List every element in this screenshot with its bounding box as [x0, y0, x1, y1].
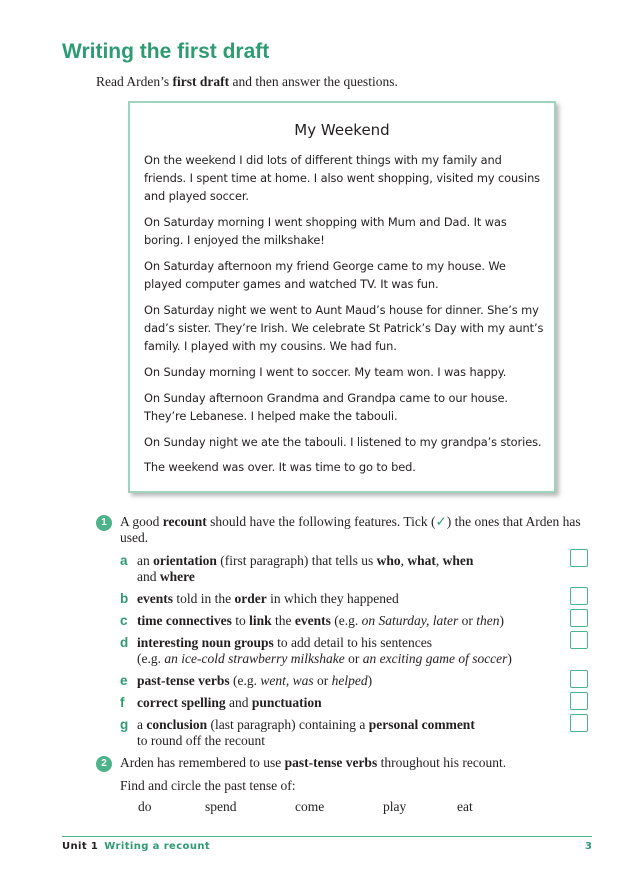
- item-letter: b: [120, 591, 129, 606]
- item-text: past-tense verbs (e.g. went, was or helped): [137, 673, 373, 688]
- verb-word: eat: [457, 799, 473, 814]
- intro-pre: Read Arden’s: [96, 74, 173, 89]
- item-letter: g: [120, 717, 129, 732]
- item-text: time connectives to link the events (e.g. on Saturday, later or then): [137, 613, 505, 628]
- intro-text: [96, 74, 398, 90]
- draft-paragraph: On Sunday morning I went to soccer. My team won. I was happy.: [144, 365, 507, 380]
- draft-paragraph: On Sunday afternoon Grandma and Grandpa came to our house. They’re Lebanese. I helped make the tabouli.: [144, 390, 508, 423]
- verb-word: spend: [205, 799, 237, 814]
- feature-item-d: [120, 635, 560, 667]
- tick-box-g[interactable]: [570, 714, 588, 732]
- item-text: events told in the order in which they happened: [137, 591, 399, 606]
- feature-item-b: [120, 591, 560, 607]
- draft-title: My Weekend: [294, 121, 390, 139]
- q1-bold: recount: [162, 514, 207, 529]
- q1-text-part: ) the ones that Arden has used.: [120, 514, 581, 545]
- verb-word: play: [383, 799, 407, 814]
- q2-text-part: throughout his recount.: [377, 755, 507, 770]
- tick-box-f[interactable]: [570, 692, 588, 710]
- page-title: Writing the first draft: [62, 40, 270, 63]
- item-letter: a: [120, 553, 128, 568]
- q2-text-part: Arden has remembered to use: [120, 755, 285, 770]
- footer-unit-label: Unit 1: [62, 841, 99, 852]
- tick-box-c[interactable]: [570, 609, 588, 627]
- draft-paragraph: On Saturday morning I went shopping with Mum and Dad. It was boring. I enjoyed the milkshake!: [144, 215, 507, 248]
- question-1-badge: 1: [96, 515, 112, 531]
- tick-icon: ✓: [435, 514, 447, 529]
- verb-word: come: [295, 799, 325, 814]
- draft-paragraph: On Saturday night we went to Aunt Maud’s house for dinner. She’s my dad’s sister. They’re Irish. We celebrate St Patrick’s Day with my aunt’s family. I played with my cousins. We had fun.: [144, 302, 544, 354]
- item-text: interesting noun groups to add detail to his sentences (e.g. an ice-cold strawberry milkshake or an exciting game of soccer): [137, 635, 512, 666]
- tick-box-e[interactable]: [570, 670, 588, 688]
- intro-bold: first draft: [172, 74, 230, 89]
- draft-paragraphs: [144, 151, 544, 484]
- draft-paragraph: On the weekend I did lots of different things with my family and friends. I spent time at home. I also went shopping, visited my cousins and played soccer.: [144, 153, 541, 204]
- draft-paragraph: The weekend was over. It was time to go to bed.: [144, 460, 416, 475]
- item-text: an orientation (first paragraph) that tells us who, what, when and where: [137, 553, 474, 584]
- feature-item-g: [120, 717, 560, 749]
- item-text: correct spelling and punctuation: [137, 695, 322, 710]
- tick-box-d[interactable]: [570, 631, 588, 649]
- feature-item-f: [120, 695, 560, 711]
- tick-box-a[interactable]: [570, 549, 588, 567]
- page-number: 3: [585, 841, 592, 852]
- item-text: a conclusion (last paragraph) containing a personal comment to round off the recount: [137, 717, 475, 748]
- footer-unit: [62, 841, 210, 852]
- q1-text-part: should have the following features. Tick (: [206, 514, 436, 529]
- first-draft-box: [128, 101, 556, 493]
- question-2-badge: 2: [96, 756, 112, 772]
- tick-box-b[interactable]: [570, 587, 588, 605]
- footer-section-label: Writing a recount: [104, 841, 211, 852]
- question-2-instruction: Find and circle the past tense of:: [120, 778, 296, 793]
- question-1-text: [120, 514, 595, 546]
- item-letter: c: [120, 613, 128, 628]
- feature-item-e: [120, 673, 560, 689]
- item-letter: e: [120, 673, 128, 688]
- feature-item-a: [120, 553, 560, 585]
- verb-word: do: [138, 799, 152, 814]
- draft-paragraph: On Saturday afternoon my friend George came to my house. We played computer games and watched TV. It was fun.: [144, 259, 506, 292]
- footer-rule: [62, 836, 592, 837]
- q1-text-part: A good: [120, 514, 163, 529]
- q2-bold: past-tense verbs: [284, 755, 378, 770]
- draft-paragraph: On Sunday night we ate the tabouli. I listened to my grandpa’s stories.: [144, 434, 542, 449]
- feature-item-c: [120, 613, 560, 629]
- item-letter: f: [120, 695, 125, 710]
- question-2-text: [120, 755, 590, 771]
- intro-post: and then answer the questions.: [229, 74, 398, 89]
- item-letter: d: [120, 635, 129, 650]
